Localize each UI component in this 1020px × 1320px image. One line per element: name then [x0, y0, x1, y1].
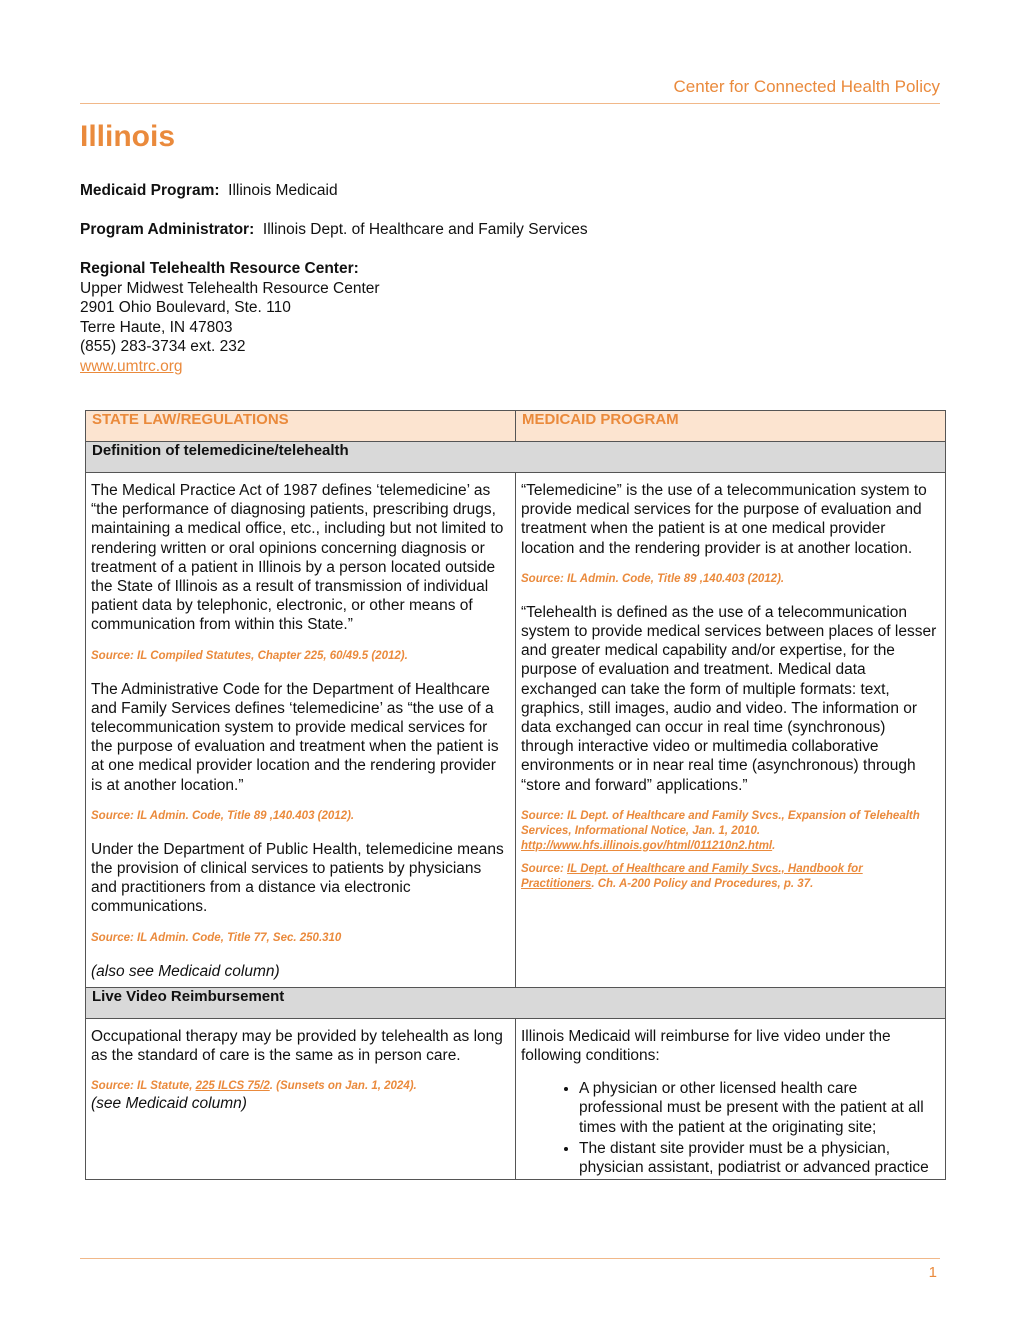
medicaid-program-line — [80, 181, 338, 201]
conditions-list — [521, 1079, 939, 1177]
program-admin-value: Illinois Dept. of Healthcare and Family Services — [262, 221, 588, 238]
source-citation: Source: IL Admin. Code, Title 77, Sec. 250.310 — [91, 931, 342, 944]
resource-center-name: Upper Midwest Telehealth Resource Center — [80, 279, 380, 297]
resource-center-address-line1: 2901 Ohio Boulevard, Ste. 110 — [80, 299, 291, 316]
medicaid-live-video-cell — [516, 1018, 946, 1179]
paragraph: Occupational therapy may be provided by telehealth as long as the standard of care is the same as in person care. — [91, 1027, 503, 1065]
page-title: Illinois — [80, 120, 176, 153]
source-link[interactable]: http://www.hfs.illinois.gov/html/011210n2.html — [521, 839, 773, 852]
medicaid-program-value: Illinois Medicaid — [228, 182, 338, 199]
source-citation: Source: IL Admin. Code, Title 89 ,140.403 (2012). — [91, 809, 355, 822]
section-title-live-video: Live Video Reimbursement — [86, 987, 946, 1018]
state-law-definition-cell — [86, 473, 516, 988]
source-citation-end: . — [772, 839, 776, 852]
source-citation-prefix: Source: IL Statute, — [91, 1080, 196, 1093]
paragraph: The Medical Practice Act of 1987 defines ‘telemedicine’ as “the performance of diagnosing patients, prescribing drugs, maintaining a medical office, etc., including but not limited to rendering written or oral opinions concerning diagnosis or treatment of a patient in Illinois by a person located outside the State of Illinois as a result of transmission of individual patient data by telephonic, electronic, or other means of communication from within this State.” — [91, 482, 504, 634]
medicaid-definition-cell — [516, 473, 946, 988]
program-admin-line — [80, 220, 588, 240]
program-admin-label: Program Administrator: — [80, 221, 255, 238]
source-link[interactable]: IL Dept. of Healthcare and Family Svcs., Handbook for Practitioners — [521, 862, 863, 890]
paragraph: “Telemedicine” is the use of a telecommunication system to provide medical services for the purpose of evaluation and treatment when the patient is at one medical provider location and the rendering provider is at another location. — [521, 482, 927, 557]
state-law-live-video-cell — [86, 1018, 516, 1179]
section-title-definition: Definition of telemedicine/telehealth — [86, 442, 946, 473]
source-citation — [521, 809, 939, 854]
source-link[interactable]: 225 ILCS 75/2 — [195, 1080, 270, 1093]
paragraph: Illinois Medicaid will reimburse for live video under the following conditions: — [521, 1027, 891, 1065]
source-citation-suffix: . (Sunsets on Jan. 1, 2024). — [269, 1080, 417, 1093]
see-also-note: (see Medicaid column) — [91, 1095, 247, 1113]
paragraph: Under the Department of Public Health, telemedicine means the provision of clinical services to patients by physicians and practitioners from a distance via electronic communications. — [91, 840, 504, 916]
source-citation: Source: IL Admin. Code, Title 89 ,140.403 (2012). — [521, 572, 785, 585]
resource-center-label: Regional Telehealth Resource Center: — [80, 260, 359, 277]
footer-divider — [80, 1258, 940, 1259]
source-citation — [91, 1079, 509, 1094]
source-citation-suffix: . Ch. A-200 Policy and Procedures, p. 37. — [591, 877, 814, 890]
table-row — [86, 1018, 946, 1179]
source-citation-prefix: Source: — [521, 862, 568, 875]
resource-center-link[interactable]: www.umtrc.org — [80, 357, 183, 375]
column-header-medicaid: MEDICAID PROGRAM — [516, 411, 946, 442]
paragraph: “Telehealth is defined as the use of a telecommunication system to provide medical services between places of lesser and greater medical capability and/or expertise, for the purpose of evaluation and treatment. Medical data exchanged can take the form of multiple formats: text, graphics, still images, audio and video. The information or data exchanged can occur in real time (synchronous) through interactive video or multimedia collaborative environments or in near real time (asynchronous) through “store and forward” applications.” — [521, 603, 937, 794]
page-number: 1 — [928, 1264, 937, 1281]
medicaid-program-label: Medicaid Program: — [80, 182, 220, 199]
resource-center-address-line2: Terre Haute, IN 47803 — [80, 318, 233, 336]
section-row-definition — [86, 442, 946, 473]
column-header-state-law: STATE LAW/REGULATIONS — [86, 411, 516, 442]
source-citation-text: Source: IL Dept. of Healthcare and Family Svcs., Expansion of Telehealth Services, Informational Notice, Jan. 1, 2010. — [521, 809, 920, 837]
source-citation — [521, 862, 939, 892]
list-item: • A physician or other licensed health care professional must be present with the patient at all times with the patient at the originating site; — [579, 1079, 939, 1137]
resource-center-phone: (855) 283-3734 ext. 232 — [80, 338, 246, 355]
source-citation: Source: IL Compiled Statutes, Chapter 225, 60/49.5 (2012). — [91, 649, 408, 662]
table-row — [86, 473, 946, 988]
section-row-live-video — [86, 987, 946, 1018]
list-item: • The distant site provider must be a physician, physician assistant, podiatrist or advanced practice — [579, 1139, 939, 1177]
table-header-row — [86, 411, 946, 442]
resource-center-block — [80, 259, 380, 376]
see-also-note: (also see Medicaid column) — [91, 962, 280, 980]
paragraph: The Administrative Code for the Department of Healthcare and Family Services defines ‘telemedicine’ as “the use of a telecommunication system to provide medical services for the purpose of evaluation and treatment when the patient is at one medical provider location and the rendering provider is at another location.” — [91, 680, 499, 794]
header-org-name: Center for Connected Health Policy — [673, 77, 940, 96]
header-divider — [80, 103, 940, 104]
policy-table — [85, 410, 946, 1180]
